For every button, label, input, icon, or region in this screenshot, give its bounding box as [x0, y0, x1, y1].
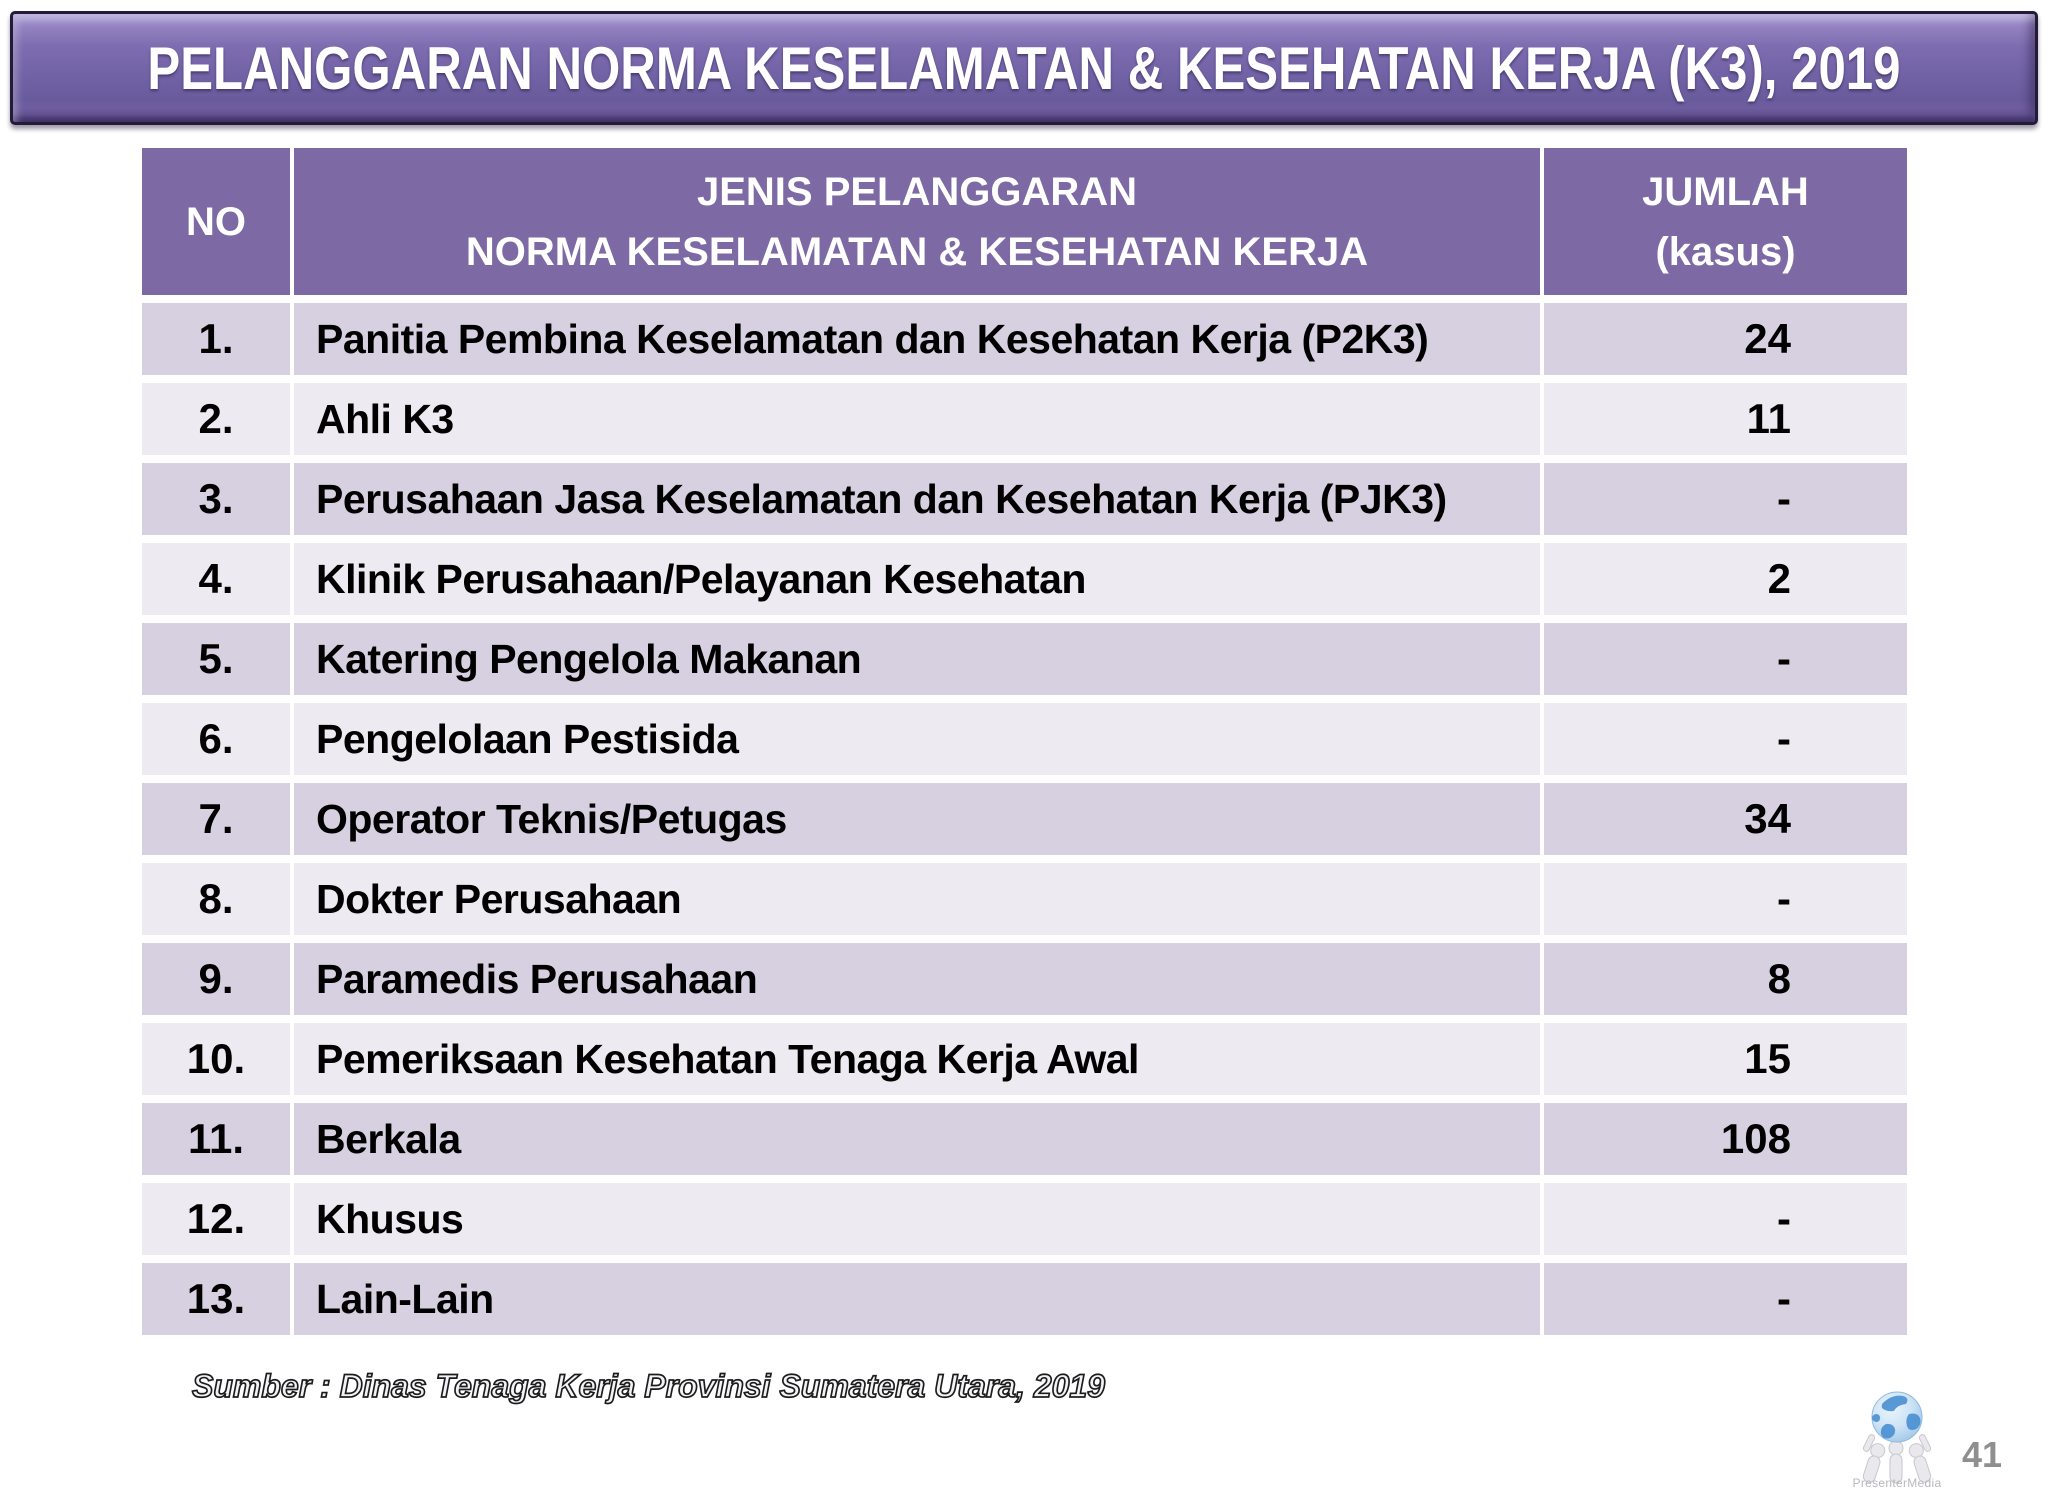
table-row — [142, 783, 1907, 855]
row-number-cell: 12. — [142, 1183, 290, 1255]
case-count-cell: 8 — [1544, 943, 1907, 1015]
row-number-cell: 6. — [142, 703, 290, 775]
violation-type-cell: Lain-Lain — [294, 1263, 1540, 1335]
row-number-cell: 2. — [142, 383, 290, 455]
row-number-cell: 3. — [142, 463, 290, 535]
column-header-jumlah — [1544, 148, 1907, 295]
presentermedia-logo — [1846, 1384, 1948, 1490]
row-number-cell: 1. — [142, 303, 290, 375]
page-title: PELANGGARAN NORMA KESELAMATAN & KESEHATAN KERJA (K3), 2019 — [147, 34, 1901, 102]
row-number-cell: 5. — [142, 623, 290, 695]
row-number-cell: 9. — [142, 943, 290, 1015]
table-row — [142, 1103, 1907, 1175]
column-header-jenis-line2: NORMA KESELAMATAN & KESEHATAN KERJA — [465, 229, 1369, 274]
globe-figures-icon — [1846, 1384, 1948, 1490]
case-count-cell: - — [1544, 623, 1907, 695]
table-row — [142, 543, 1907, 615]
table-header-row — [142, 148, 1907, 295]
case-count-cell: 2 — [1544, 543, 1907, 615]
column-header-jenis — [294, 148, 1540, 295]
violation-type-cell: Pengelolaan Pestisida — [294, 703, 1540, 775]
table-row — [142, 703, 1907, 775]
violation-type-cell: Perusahaan Jasa Keselamatan dan Kesehatan Kerja (PJK3) — [294, 463, 1540, 535]
page-number: 41 — [1961, 1434, 2003, 1475]
table-row — [142, 383, 1907, 455]
case-count-cell: - — [1544, 1183, 1907, 1255]
row-number-cell: 11. — [142, 1103, 290, 1175]
row-number-cell: 13. — [142, 1263, 290, 1335]
title-banner — [10, 11, 2038, 125]
column-header-jumlah-line2: (kasus) — [1655, 229, 1796, 274]
case-count-cell: 34 — [1544, 783, 1907, 855]
table-row — [142, 1183, 1907, 1255]
case-count-cell: - — [1544, 863, 1907, 935]
column-header-jumlah-line1: JUMLAH — [1642, 169, 1809, 214]
table-row — [142, 463, 1907, 535]
table-row — [142, 623, 1907, 695]
table-row — [142, 943, 1907, 1015]
column-header-no-label: NO — [186, 199, 246, 244]
table-row — [142, 303, 1907, 375]
case-count-cell: - — [1544, 1263, 1907, 1335]
row-number-cell: 8. — [142, 863, 290, 935]
violation-type-cell: Pemeriksaan Kesehatan Tenaga Kerja Awal — [294, 1023, 1540, 1095]
row-number-cell: 10. — [142, 1023, 290, 1095]
violation-type-cell: Berkala — [294, 1103, 1540, 1175]
violation-type-cell: Dokter Perusahaan — [294, 863, 1540, 935]
violation-type-cell: Ahli K3 — [294, 383, 1540, 455]
case-count-cell: 108 — [1544, 1103, 1907, 1175]
source-note: Sumber : Dinas Tenaga Kerja Provinsi Sumatera Utara, 2019 — [192, 1368, 1105, 1404]
case-count-cell: 15 — [1544, 1023, 1907, 1095]
column-header-jenis-line1: JENIS PELANGGARAN — [696, 169, 1138, 214]
column-header-no — [142, 148, 290, 295]
table-row — [142, 1263, 1907, 1335]
row-number-cell: 7. — [142, 783, 290, 855]
violations-table — [142, 148, 1907, 1335]
table-body — [142, 303, 1907, 1335]
violation-type-cell: Katering Pengelola Makanan — [294, 623, 1540, 695]
violation-type-cell: Khusus — [294, 1183, 1540, 1255]
violation-type-cell: Klinik Perusahaan/Pelayanan Kesehatan — [294, 543, 1540, 615]
case-count-cell: - — [1544, 703, 1907, 775]
case-count-cell: 11 — [1544, 383, 1907, 455]
case-count-cell: - — [1544, 463, 1907, 535]
table-row — [142, 1023, 1907, 1095]
table-row — [142, 863, 1907, 935]
violation-type-cell: Panitia Pembina Keselamatan dan Kesehatan Kerja (P2K3) — [294, 303, 1540, 375]
row-number-cell: 4. — [142, 543, 290, 615]
violation-type-cell: Paramedis Perusahaan — [294, 943, 1540, 1015]
watermark-label: PresenterMedia — [1852, 1476, 1942, 1490]
case-count-cell: 24 — [1544, 303, 1907, 375]
violation-type-cell: Operator Teknis/Petugas — [294, 783, 1540, 855]
